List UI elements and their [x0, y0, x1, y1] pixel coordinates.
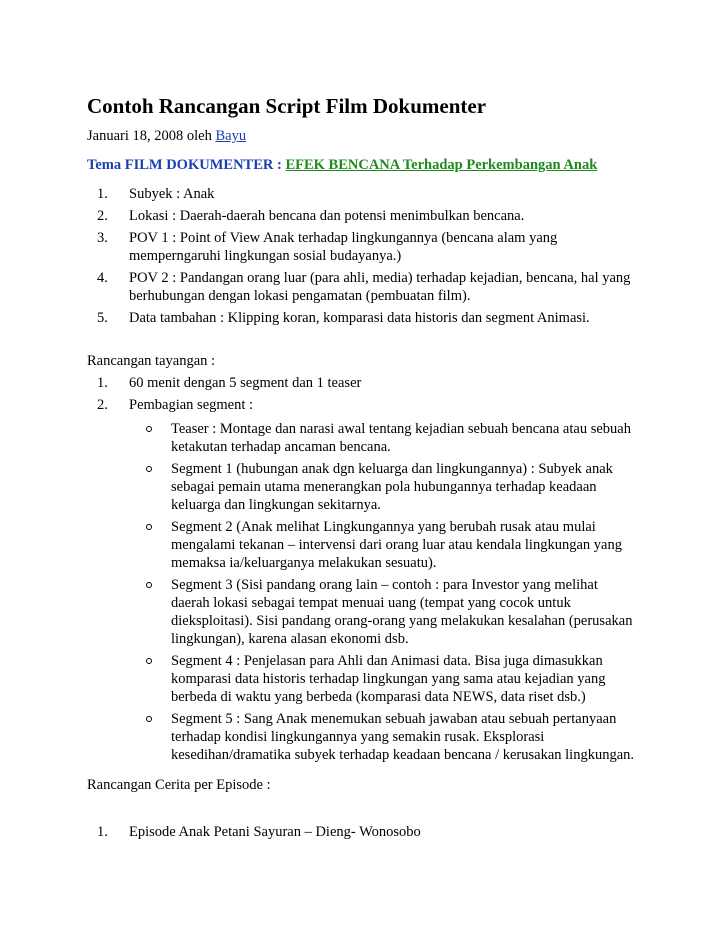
list-item-text: Pembagian segment :: [129, 397, 254, 413]
list-number: 2.: [97, 208, 108, 224]
list-item-text: Lokasi : Daerah-daerah bencana dan potensi menimbulkan bencana.: [129, 208, 525, 224]
list-item: [97, 185, 642, 203]
circle-bullet-icon: [146, 716, 152, 722]
list-item-text: Episode Anak Petani Sayuran – Dieng- Wonosobo: [129, 824, 421, 840]
list-item: [97, 229, 642, 265]
author-link[interactable]: Bayu: [215, 128, 247, 144]
page-title: Contoh Rancangan Script Film Dokumenter: [87, 94, 487, 118]
theme-prefix: Tema FILM DOKUMENTER :: [87, 157, 286, 173]
circle-bullet-icon: [146, 658, 152, 664]
list-item: [97, 823, 642, 841]
segment-list: [146, 420, 636, 768]
list-item-text: Data tambahan : Klipping koran, komparasi data historis dan segment Animasi.: [129, 310, 590, 326]
list-number: 4.: [97, 270, 108, 286]
segment-item: [146, 460, 636, 514]
list-number: 2.: [97, 397, 108, 413]
intro-list: [97, 185, 642, 331]
theme-line: [87, 156, 597, 174]
segment-text: Segment 4 : Penjelasan para Ahli dan Animasi data. Bisa juga dimasukkan komparasi data historis terhadap lingkungan yang sama atau kejadian yang berbeda di waktu yang berbeda (komparasi data NEWS, data riset dsb.): [171, 653, 606, 705]
list-item-text: Subyek : Anak: [129, 186, 215, 202]
circle-bullet-icon: [146, 466, 152, 472]
list-item-text: POV 2 : Pandangan orang luar (para ahli, media) terhadap kejadian, bencana, hal yang berhubungan dengan lokasi pengamatan (pembuatan film).: [129, 270, 631, 304]
circle-bullet-icon: [146, 426, 152, 432]
segment-item: [146, 576, 636, 648]
segment-text: Segment 1 (hubungan anak dgn keluarga dan lingkungannya) : Subyek anak sebagai pemain utama menerangkan pola hubungannya terhadap keadaan keluarga dan lingkungan sekitarnya.: [171, 461, 613, 513]
list-number: 1.: [97, 186, 108, 202]
list-item: [97, 396, 642, 414]
segment-item: [146, 518, 636, 572]
segment-text: Segment 3 (Sisi pandang orang lain – contoh : para Investor yang melihat daerah lokasi sebagai tempat menuai uang (tempat yang cocok untuk dieksploitasi). Sisi pandang orang-orang yang melakukan kesalahan (perusakan lingkungan), karena alasan ekonomi dsb.: [171, 577, 633, 647]
segment-text: Segment 5 : Sang Anak menemukan sebuah jawaban atau sebuah pertanyaan terhadap kondisi lingkungannya yang semakin rusak. Eksplorasi kesedihan/dramatika subyek terhadap keadaan bencana / kerusakan lingkungan.: [171, 711, 635, 763]
list-number: 1.: [97, 375, 108, 391]
list-item: [97, 207, 642, 225]
list-item: [97, 374, 642, 392]
list-number: 1.: [97, 824, 108, 840]
cerita-list: [97, 823, 642, 845]
theme-link[interactable]: EFEK BENCANA Terhadap Perkembangan Anak: [285, 157, 598, 173]
list-number: 3.: [97, 230, 108, 246]
byline: [87, 127, 246, 145]
tayangan-list: [97, 374, 642, 418]
segment-text: Teaser : Montage dan narasi awal tentang kejadian sebuah bencana atau sebuah ketakutan terhadap ancaman bencana.: [171, 421, 631, 455]
circle-bullet-icon: [146, 524, 152, 530]
segment-item: [146, 710, 636, 764]
list-item: [97, 269, 642, 305]
list-item-text: 60 menit dengan 5 segment dan 1 teaser: [129, 375, 362, 391]
post-date: Januari 18, 2008 oleh: [87, 128, 216, 144]
segment-text: Segment 2 (Anak melihat Lingkungannya yang berubah rusak atau mulai mengalami tekanan – intervensi dari orang luar atau kendala lingkungan yang memaksa ia/keluarganya melakukan sesuatu).: [171, 519, 622, 571]
tayangan-label: Rancangan tayangan :: [87, 353, 216, 369]
circle-bullet-icon: [146, 582, 152, 588]
list-number: 5.: [97, 310, 108, 326]
cerita-label: Rancangan Cerita per Episode :: [87, 777, 271, 793]
segment-item: [146, 420, 636, 456]
segment-item: [146, 652, 636, 706]
list-item-text: POV 1 : Point of View Anak terhadap lingkungannya (bencana alam yang memperngaruhi lingkungan sosial budayanya.): [129, 230, 558, 264]
list-item: [97, 309, 642, 327]
